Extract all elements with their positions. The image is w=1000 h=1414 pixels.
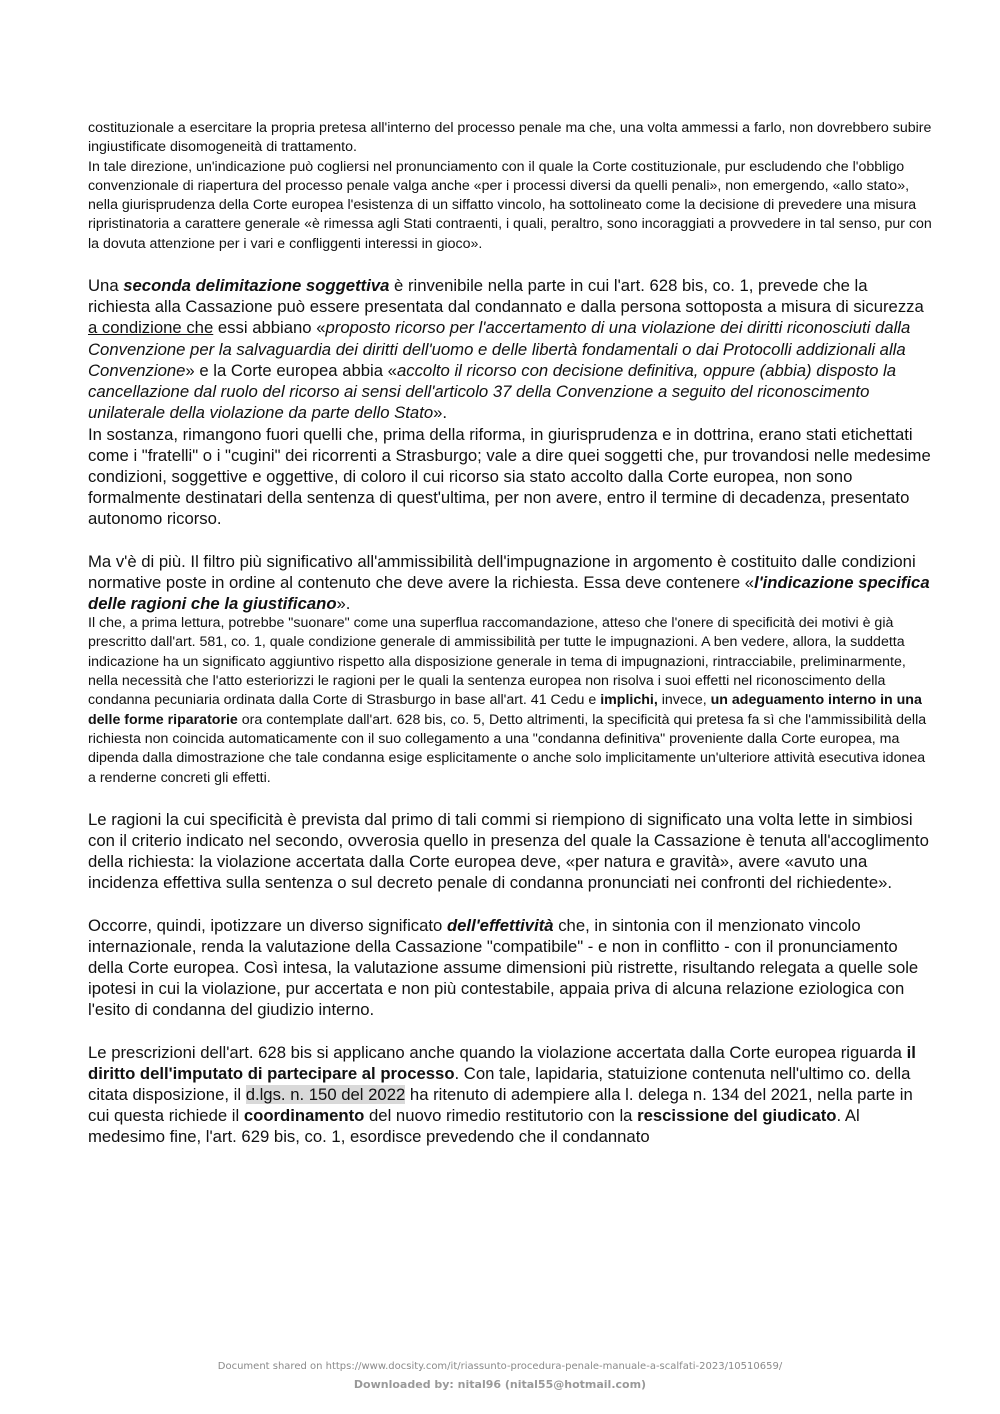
- paragraph-2: In tale direzione, un'indicazione può cogliersi nel pronunciamento con il quale la Corte costituzionale, pur escludendo che l'obbligo convenzionale di riapertura del processo penale valga anche «per i processi diversi da quelli penali», non emergendo, «allo stato», nella giurisprudenza della Corte europea l'esistenza di un siffatto vincolo, ha sottolineato come la decisione di prevedere una misura ripristinatoria a carattere generale «è rimessa agli Stati contraenti, i quali, peraltro, sono incoraggiati a provvedere in tal senso, pur con la dovuta attenzione per i vari e confliggenti interessi in gioco».: [88, 158, 932, 252]
- footer-downloaded-by: Downloaded by: nital96 (nital55@hotmail.com): [353, 1378, 647, 1391]
- footer-shared-link: Document shared on https://www.docsity.com/it/riassunto-procedura-penale-manuale-a-scalfati-2023/10510659/: [217, 1361, 783, 1372]
- paragraph-4: In sostanza, rimangono fuori quelli che, prima della riforma, in giurisprudenza e in dottrina, erano stati etichettati come i "fratelli" o i "cugini" dei ricorrenti a Strasburgo; vale a dire quei soggetti che, pur trovandosi nelle medesime condizioni, soggettive e oggettive, di coloro il cui ricorso sia stato accolto dalla Corte europea, non sono formalmente destinatari della sentenza di quest'ultima, per non avere, entro il termine di decadenza, presentato autonomo ricorso.: [88, 424, 931, 529]
- paragraph-6: Il che, a prima lettura, potrebbe "suonare" come una superflua raccomandazione, atteso che l'onere di specificità dei motivi è già prescritto dall'art. 581, co. 1, quale condizione generale di ammissibilità per tutte le impugnazioni. A ben vedere, allora, la suddetta indicazione ha un significato aggiuntivo rispetto alla disposizione generale in tema di impugnazioni, rintracciabile, preliminarmente, nella necessità che l'atto esteriorizzi le ragioni per le quali la sentenza europea non risolva i suoi effetti nel riconoscimento della condanna pecuniaria ordinata dalla Corte di Strasburgo in base all'art. 41 Cedu e implichi, invece, un adeguamento interno in una delle forme riparatorie ora contemplate dall'art. 628 bis, co. 5, Detto altrimenti, la specificità qui pretesa fa sì che l'ammissibilità della richiesta non coincida automaticamente con il suo collegamento a una "condanna definitiva" proveniente dalla Corte europea, ma dipenda dalla dimostrazione che tale condanna esige esplicitamente o anche solo implicitamente un'ulteriore attività esecutiva idonea a renderne concreti gli effetti.: [88, 615, 927, 786]
- document-body: [88, 119, 934, 1148]
- paragraph-8: Occorre, quindi, ipotizzare un diverso significato dell'effettività che, in sintonia con il menzionato vincolo internazionale, renda la valutazione della Cassazione "compatibile" - e non in conflitto - con il pronunciamento della Corte europea. Così intesa, la valutazione assume dimensioni più ristrette, risultando relegata a quelle sole ipotesi in cui la violazione, pur accertata e non più contestabile, appaia priva di alcuna relazione eziologica con l'esito di condanna del giudizio interno.: [88, 915, 919, 1020]
- paragraph-7: Le ragioni la cui specificità è prevista dal primo di tali commi si riempiono di significato una volta lette in simbiosi con il criterio indicato nel secondo, ovverosia quello in presenza del quale la Cassazione è tenuta all'accoglimento della richiesta: la violazione accertata dalla Corte europea deve, «per natura e gravità», avere «avuto una incidenza effettiva sulla sentenza o sul decreto penale di condanna pronunciati nei confronti del richiedente».: [88, 809, 929, 893]
- paragraph-9: Le prescrizioni dell'art. 628 bis si applicano anche quando la violazione accertata dalla Corte europea riguarda il diritto dell'imputato di partecipare al processo. Con tale, lapidaria, statuizione contenuta nell'ultimo co. della citata disposizione, il d.lgs. n. 150 del 2022 ha ritenuto di adempiere alla l. delega n. 134 del 2021, nella parte in cui questa richiede il coordinamento del nuovo rimedio restitutorio con la rescissione del giudicato. Al medesimo fine, l'art. 629 bis, co. 1, esordisce prevedendo che il condannato: [88, 1042, 916, 1147]
- paragraph-3: Una seconda delimitazione soggettiva è rinvenibile nella parte in cui l'art. 628 bis, co. 1, prevede che la richiesta alla Cassazione può essere presentata dal condannato e dalla persona sottoposta a misura di sicurezza a condizione che essi abbiano «proposto ricorso per l'accertamento di una violazione dei diritti riconosciuti dalla Convenzione per la salvaguardia dei diritti dell'uomo e delle libertà fondamentali o dai Protocolli addizionali alla Convenzione» e la Corte europea abbia «accolto il ricorso con decisione definitiva, oppure (abbia) disposto la cancellazione dal ruolo del ricorso ai sensi dell'articolo 37 della Convenzione a seguito del riconoscimento unilaterale della violazione da parte dello Stato».: [88, 276, 924, 423]
- paragraph-5: Ma v'è di più. Il filtro più significativo all'ammissibilità dell'impugnazione in argomento è costituito dalle condizioni normative poste in ordine al contenuto che deve avere la richiesta. Essa deve contenere «l'indicazione specifica delle ragioni che la giustificano».: [88, 551, 930, 613]
- paragraph-1: costituzionale a esercitare la propria pretesa all'interno del processo penale ma che, una volta ammessi a farlo, non dovrebbero subire ingiustificate disomogeneità di trattamento.: [88, 120, 932, 156]
- highlighted-reference: d.lgs. n. 150 del 2022: [245, 1085, 406, 1105]
